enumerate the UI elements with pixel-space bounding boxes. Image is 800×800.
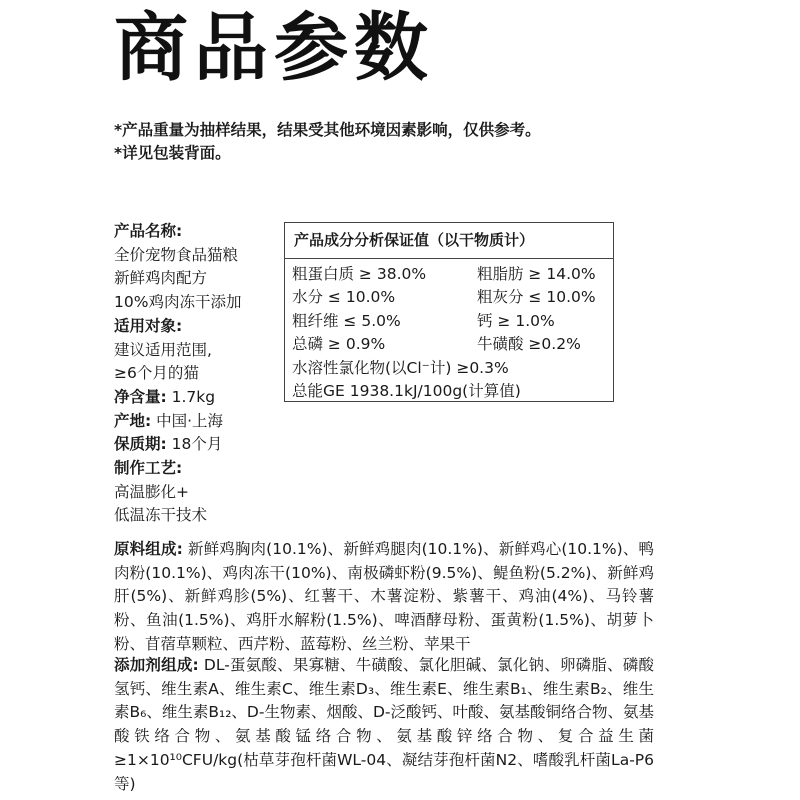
ingredients-text: 新鲜鸡胸肉(10.1%)、新鲜鸡腿肉(10.1%)、新鲜鸡心(10.1%)、鸭肉粉(10.1%)、鸡肉冻干(10%)、南极磷虾粉(9.5%)、鳀鱼粉(5.2%)、新鲜鸡肝(5%)、新鲜鸡胗(5%)、红薯干、木薯淀粉、紫薯干、鸡油(4%)、马铃薯粉、鱼油(1.5%)、鸡肝水解粉(1.5%)、啤酒酵母粉、蛋黄粉(1.5%)、胡萝卜粉、苜蓿草颗粒、西芹粉、蓝莓粉、丝兰粉、苹果干 (114, 540, 655, 653)
origin (114, 410, 284, 434)
analysis-body (285, 259, 613, 403)
product-name-line: 新鲜鸡肉配方 (114, 269, 208, 288)
analysis-chloride: 水溶性氯化物(以Cl⁻计) ≥0.3% (292, 358, 509, 377)
product-specs (114, 220, 284, 528)
note-package: *详见包装背面。 (114, 144, 231, 162)
analysis-cell: 粗纤维 ≤ 5.0% (292, 311, 401, 330)
target-label: 适用对象: (114, 316, 183, 335)
origin-label: 产地: (114, 411, 152, 430)
process-label: 制作工艺: (114, 459, 183, 478)
target-line: ≥6个月的猫 (114, 364, 199, 383)
additives-label: 添加剂组成: (114, 656, 199, 674)
analysis-cell: 牛磺酸 ≥0.2% (477, 335, 581, 354)
process-line: 高温膨化+ (114, 482, 189, 501)
analysis-cell: 总磷 ≥ 0.9% (292, 335, 386, 354)
analysis-table (284, 222, 614, 402)
analysis-cell: 粗灰分 ≤ 10.0% (477, 288, 596, 307)
net-weight-label: 净含量: (114, 387, 167, 406)
product-name-label: 产品名称: (114, 222, 183, 240)
analysis-row (292, 263, 613, 286)
net-weight (114, 386, 284, 410)
ingredients-paragraph (114, 538, 654, 657)
net-weight-value: 1.7kg (166, 387, 216, 406)
ingredients-label: 原料组成: (114, 540, 183, 558)
shelf-life-label: 保质期: (114, 435, 167, 454)
process-line: 低温冻干技术 (114, 506, 208, 525)
analysis-row (292, 286, 613, 309)
note-weight: *产品重量为抽样结果，结果受其他环境因素影响，仅供参考。 (114, 121, 541, 139)
analysis-cell: 粗脂肪 ≥ 14.0% (477, 265, 596, 283)
analysis-cell: 粗蛋白质 ≥ 38.0% (292, 265, 427, 283)
additives-paragraph (114, 654, 654, 796)
analysis-row (292, 310, 613, 333)
shelf-life-value: 18个月 (166, 435, 223, 454)
product-name-line: 全价宠物食品猫粮 (114, 245, 239, 264)
analysis-cell: 钙 ≥ 1.0% (477, 311, 555, 330)
analysis-row (292, 333, 613, 356)
target-line: 建议适用范围, (114, 340, 212, 359)
additives-text: DL-蛋氨酸、果寡糖、牛磺酸、氯化胆碱、氯化钠、卵磷脂、磷酸氢钙、维生素A、维生素C、维生素D₃、维生素E、维生素B₁、维生素B₂、维生素B₆、维生素B₁₂、D-生物素、烟酸、D-泛酸钙、叶酸、氨基酸铜络合物、氨基酸铁络合物、氨基酸锰络合物、氨基酸锌络合物、复合益生菌≥1×10¹⁰CFU/kg(枯草芽孢杆菌WL-04、凝结芽孢杆菌N2、嗜酸乳杆菌La-P6等) (114, 656, 654, 793)
analysis-header: 产品成分分析保证值（以干物质计） (285, 223, 613, 259)
page-title: 商品参数 (114, 5, 434, 91)
analysis-energy: 总能GE 1938.1kJ/100g(计算值) (292, 382, 521, 401)
disclaimer-notes (114, 119, 541, 165)
analysis-cell: 水分 ≤ 10.0% (292, 288, 396, 307)
origin-value: 中国·上海 (151, 411, 224, 430)
product-name-line: 10%鸡肉冻干添加 (114, 293, 242, 312)
shelf-life (114, 433, 284, 457)
